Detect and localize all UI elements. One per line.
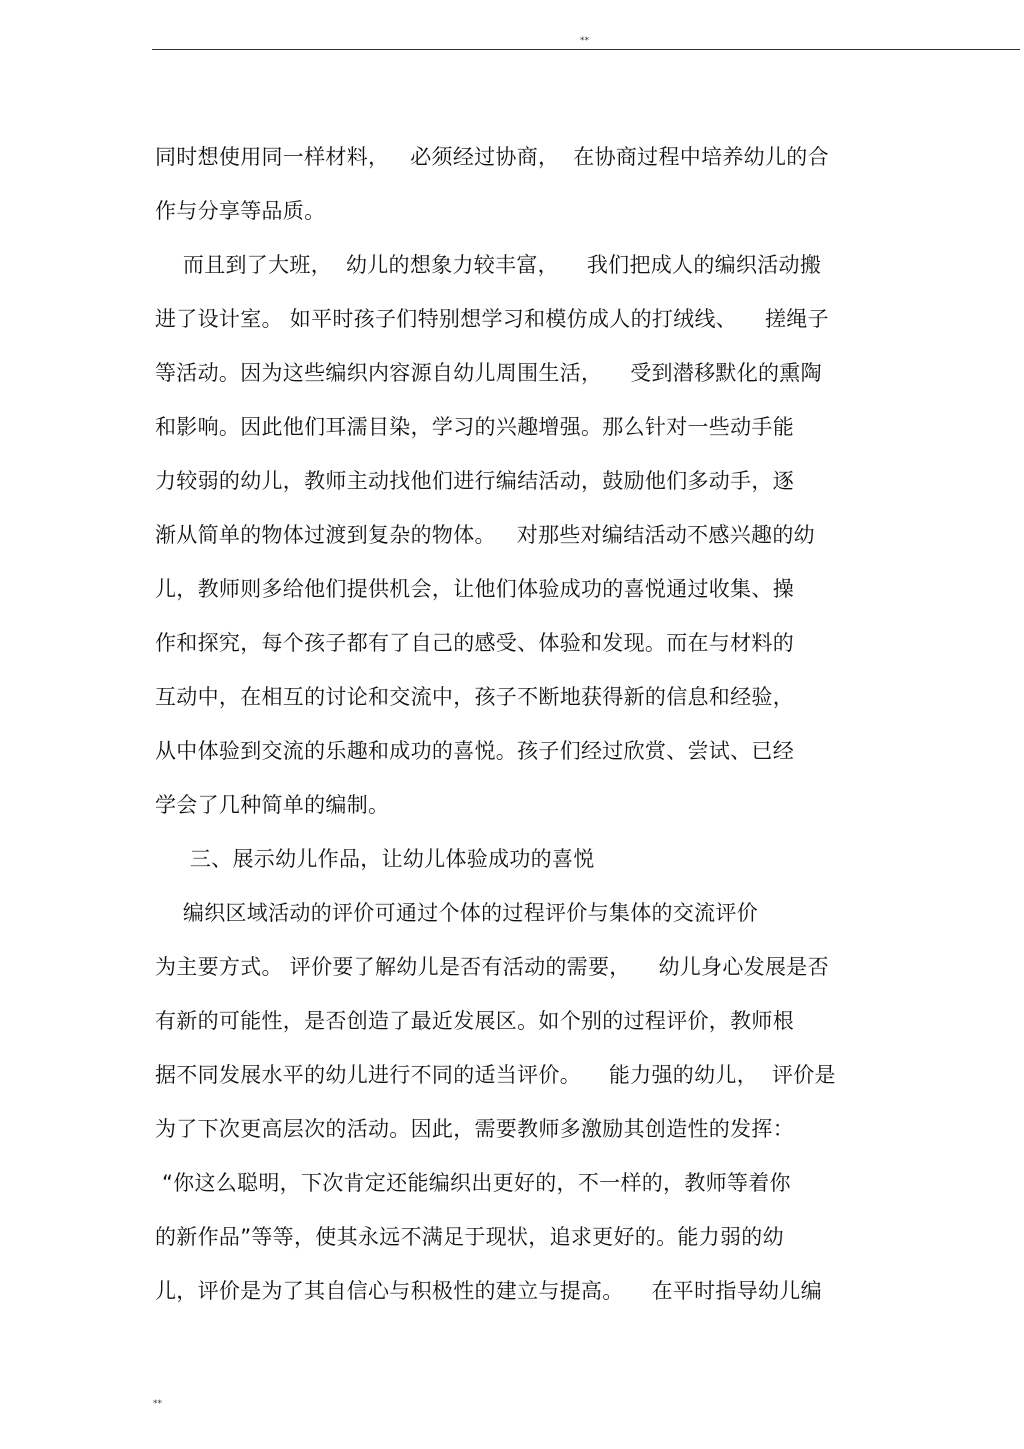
text-line: 据不同发展水平的幼儿进行不同的适当评价。 能力强的幼儿， 评价是 (155, 1063, 836, 1087)
text-line: 儿，评价是为了其自信心与积极性的建立与提高。 在平时指导幼儿编 (155, 1279, 822, 1303)
document-body (155, 130, 875, 1318)
text-line: 渐从简单的物体过渡到复杂的物体。 对那些对编结活动不感兴趣的幼 (155, 523, 815, 547)
text-line: 作与分享等品质。 (155, 199, 326, 223)
text-line: 互动中，在相互的讨论和交流中，孩子不断地获得新的信息和经验， (155, 685, 794, 709)
text-line: 为了下次更高层次的活动。因此，需要教师多激励其创造性的发挥： (155, 1117, 794, 1141)
text-line: 有新的可能性，是否创造了最近发展区。如个别的过程评价，教师根 (155, 1009, 794, 1033)
text-line: 儿，教师则多给他们提供机会，让他们体验成功的喜悦通过收集、操 (155, 577, 794, 601)
text-line: 编织区域活动的评价可通过个体的过程评价与集体的交流评价 (155, 901, 758, 925)
text-line: 为主要方式。 评价要了解幼儿是否有活动的需要， 幼儿身心发展是否 (155, 955, 829, 979)
text-line: 而且到了大班， 幼儿的想象力较丰富， 我们把成人的编织活动搬 (155, 253, 822, 277)
section-heading: 三、展示幼儿作品，让幼儿体验成功的喜悦 (155, 847, 595, 871)
text-line: 和影响。因此他们耳濡目染，学习的兴趣增强。那么针对一些动手能 (155, 415, 794, 439)
footer-mark: ** (153, 1399, 162, 1409)
text-line: 进了设计室。 如平时孩子们特别想学习和模仿成人的打绒线、 搓绳子 (155, 307, 829, 331)
header-mark: ** (580, 36, 589, 46)
text-line: “你这么聪明，下次肯定还能编织出更好的，不一样的，教师等着你 (155, 1171, 791, 1195)
text-line: 同时想使用同一样材料， 必须经过协商， 在协商过程中培养幼儿的合 (155, 145, 829, 169)
text-line: 的新作品”等等，使其永远不满足于现状，追求更好的。能力弱的幼 (155, 1225, 784, 1249)
text-line: 学会了几种简单的编制。 (155, 793, 390, 817)
text-line: 等活动。因为这些编织内容源自幼儿周围生活， 受到潜移默化的熏陶 (155, 361, 822, 385)
text-line: 力较弱的幼儿，教师主动找他们进行编结活动，鼓励他们多动手，逐 (155, 469, 794, 493)
text-line: 从中体验到交流的乐趣和成功的喜悦。孩子们经过欣赏、尝试、已经 (155, 739, 794, 763)
header-rule (152, 49, 1020, 50)
text-line: 作和探究，每个孩子都有了自己的感受、体验和发现。而在与材料的 (155, 631, 794, 655)
